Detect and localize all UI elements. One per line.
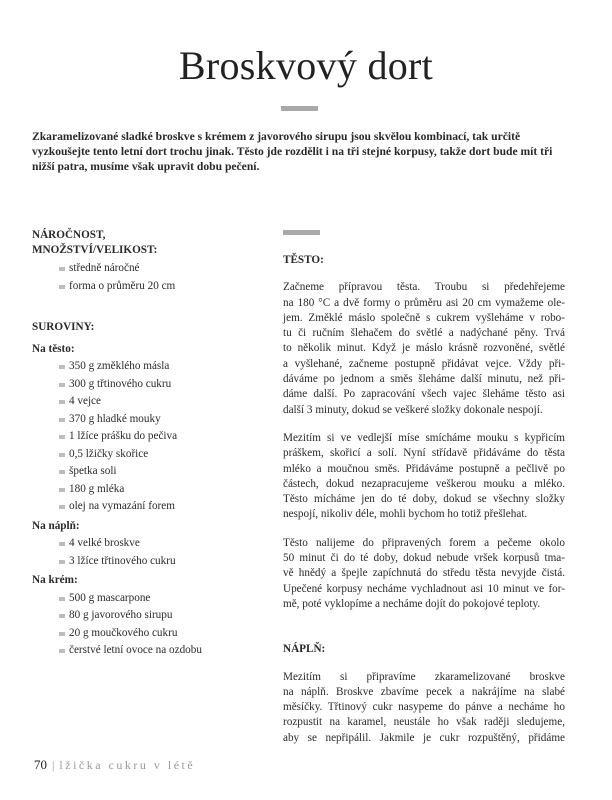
ingredient-group-title: Na náplň: <box>32 519 80 532</box>
paragraph-line: Začneme přípravou těsta. Troubu si předehřejeme <box>283 281 565 294</box>
list-item <box>32 446 262 464</box>
list-item <box>32 607 262 625</box>
list-item-text: 1 lžíce prášku do pečiva <box>69 430 178 442</box>
list-item-text: forma o průměru 20 cm <box>69 279 176 292</box>
list-item-text: 3 lžíce třtinového cukru <box>69 554 176 567</box>
section-heading: NÁPLŇ: <box>283 643 326 656</box>
paragraph-line: mléko a moučnou směs. Přidáváme postupně a pečlivě po <box>283 462 565 475</box>
bullet-icon <box>59 649 65 653</box>
list-item <box>32 358 262 376</box>
page-number: 70 <box>34 757 47 772</box>
list-item <box>32 411 262 429</box>
paragraph-line: aby se nepřipálil. Jakmile je cukr rozpuštěný, přidáme <box>283 731 565 744</box>
list-item <box>32 642 262 660</box>
paragraph-line: tu či ručním šlehačem do světlé a nadýchané pěny. Trvá <box>283 327 565 340</box>
bullet-icon <box>59 505 65 509</box>
paragraph-line: nespojí, nikoliv déle, mohli bychom ho totiž přešlehat. <box>283 508 528 521</box>
footer-separator: | <box>52 758 55 772</box>
bullet-icon <box>59 285 65 289</box>
ingredient-group-title: Na těsto: <box>32 342 75 355</box>
paragraph-line: částech, dokud nezapracujeme veškerou mouku a mléko. <box>283 477 565 490</box>
instruction-paragraph <box>283 431 565 523</box>
paragraph-line: na 180 °C a dvě formy o průměru asi 20 cm vymažeme ole- <box>283 296 565 309</box>
bullet-icon <box>59 488 65 492</box>
list-item-text: olej na vymazání forem <box>69 500 175 512</box>
paragraph-line: a vyšlehané, začneme postupně přidávat vejce. Vždy při- <box>283 357 565 370</box>
paragraph-line: rozpustit na karamel, neustále ho však raději sledujeme, <box>283 716 565 729</box>
bullet-icon <box>59 453 65 457</box>
paragraph-line: jem. Změklé máslo společně s cukrem vyšleháme v robo- <box>283 311 565 324</box>
list-item-text: 4 velké broskve <box>69 537 140 549</box>
paragraph-line: dáváme po jednom a směs šleháme další minutu, než při- <box>283 373 565 386</box>
ingredient-group-title: Na krém: <box>32 574 78 586</box>
list-item-text: 180 g mléka <box>69 482 125 495</box>
bullet-icon <box>59 365 65 369</box>
list-item-text: 370 g hladké mouky <box>69 412 161 425</box>
info-heading-2: MNOŽSTVÍ/VELIKOST: <box>32 244 158 256</box>
paragraph-line: na náplň. Broskve zbavíme pecek a nakrájíme na slabé <box>283 685 565 698</box>
paragraph-line: práškem, skořicí a solí. Nyní střídavě přidáváme do těsta <box>283 447 565 460</box>
bullet-icon <box>59 383 65 387</box>
instruction-paragraph <box>283 536 565 612</box>
paragraph-line: Mezitím si ve vedlejší míse smícháme mouku s kypřicím <box>283 431 565 444</box>
info-list <box>32 260 262 295</box>
list-item-text: 20 g moučkového cukru <box>69 626 178 639</box>
list-item-text: 300 g třtinového cukru <box>69 377 172 390</box>
list-item <box>32 260 262 278</box>
bullet-icon <box>59 632 65 636</box>
instruction-paragraph <box>283 280 565 418</box>
paragraph-line: Těsto mícháme jen do té doby, dokud se všechny složky <box>283 493 565 506</box>
section-heading: TĚSTO: <box>283 254 324 266</box>
list-item <box>32 278 262 296</box>
list-item-text: 350 g změklého másla <box>69 360 170 372</box>
instructions-column <box>283 253 565 759</box>
bullet-icon <box>59 597 65 601</box>
paragraph-line: vě hnědý a špejle zapíchnutá do středu těsta nevyjde čistá. <box>283 567 565 580</box>
paragraph-line: Upečené korpusy necháme vychladnout asi 10 minut ve for- <box>283 582 565 595</box>
info-heading-1: NÁROČNOST, <box>32 229 106 241</box>
list-item <box>32 498 262 516</box>
paragraph-line: měsíčky. Třtinový cukr nasypeme do pánve a necháme ho <box>283 701 565 714</box>
title-divider <box>281 106 318 111</box>
paragraph-line: mě, poté vyklopíme a necháme dojít do pokojové teploty. <box>283 597 541 610</box>
paragraph-line: Mezitím si připravíme zkaramelizované broskve <box>283 670 565 683</box>
list-item-text: špetka soli <box>69 465 117 477</box>
bullet-icon <box>59 418 65 422</box>
paragraph-line: Těsto nalijeme do připravených forem a pečeme okolo <box>283 536 565 549</box>
page-title: Broskvový dort <box>178 43 434 88</box>
bullet-icon <box>59 400 65 404</box>
list-item-text: 500 g mascarpone <box>69 591 151 604</box>
instruction-paragraph <box>283 670 565 746</box>
intro-paragraph: Zkaramelizované sladké broskve s krémem z javorového sirupu jsou skvělou kombinací, tak určitě vyzkoušejte tento letní dort trochu jinak. Těsto jde rozdělit i na tři stejné korpusy, takže dort bude mít tři nižší patra, musíme však upravit dobu pečení. <box>32 130 553 173</box>
list-item <box>32 393 262 411</box>
bullet-icon <box>59 435 65 439</box>
bullet-icon <box>59 542 65 546</box>
ingredient-groups <box>32 341 262 660</box>
bullet-icon <box>59 614 65 618</box>
list-item <box>32 463 262 481</box>
list-item <box>32 553 262 571</box>
recipe-info-column <box>32 228 262 660</box>
paragraph-line: další 3 minuty, dokud se veškeré složky dokonale nespojí. <box>283 403 543 416</box>
list-item <box>32 481 262 499</box>
list-item-text: 80 g javorového sirupu <box>69 609 173 621</box>
list-item <box>32 625 262 643</box>
page-footer <box>34 757 195 773</box>
book-title: lžička cukru v létě <box>59 758 196 772</box>
list-item-text: 4 vejce <box>69 395 101 407</box>
list-item-text: čerstvé letní ovoce na ozdobu <box>69 644 202 656</box>
bullet-icon <box>59 560 65 564</box>
list-item-text: středně náročné <box>69 262 140 274</box>
list-item-text: 0,5 lžičky skořice <box>69 447 149 460</box>
bullet-icon <box>59 470 65 474</box>
paragraph-line: to několik minut. Když je máslo krásně rozvoněné, světlé <box>283 342 565 355</box>
bullet-icon <box>59 267 65 271</box>
paragraph-line: dáme další. Po zapracování všech vajec šleháme těsto asi <box>283 388 565 401</box>
list-item <box>32 590 262 608</box>
list-item <box>32 376 262 394</box>
ingredients-heading: SUROVINY: <box>32 321 95 333</box>
list-item <box>32 428 262 446</box>
column-divider <box>283 230 320 235</box>
list-item <box>32 535 262 553</box>
paragraph-line: 50 minut či do té doby, dokud nebude vršek korpusů tma- <box>283 552 565 565</box>
